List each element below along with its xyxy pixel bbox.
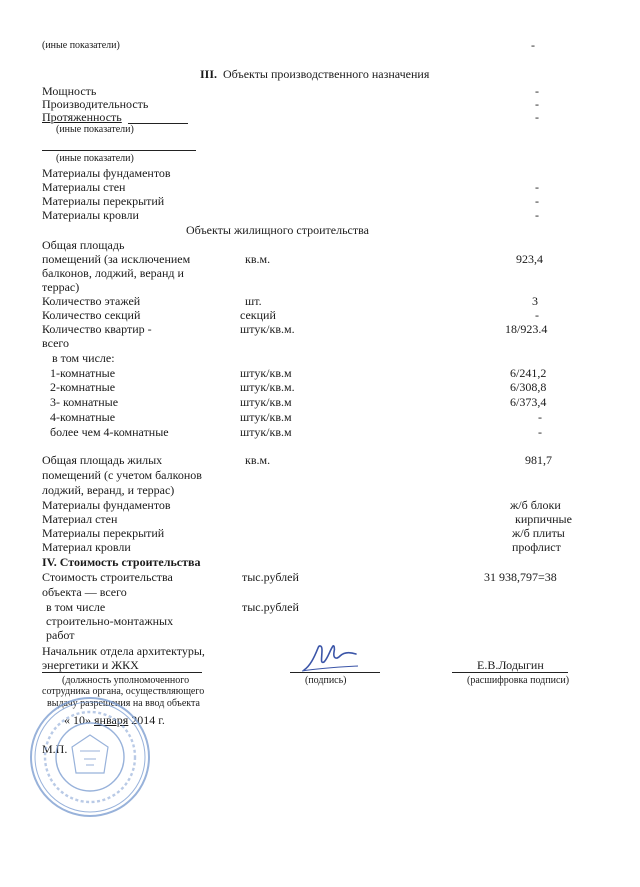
cost-value: 31 938,797=38 (484, 570, 557, 584)
apartments-value: 18/923.4 (505, 322, 548, 336)
position-caption-line2: сотрудника органа, осуществляющего (42, 686, 205, 697)
seal-place-label: М.П. (42, 742, 68, 756)
including-label: в том числе: (52, 351, 115, 365)
section-iii-title (200, 67, 429, 81)
apartments-label: Количество квартир - (42, 322, 152, 336)
apt-5room-value: - (538, 425, 542, 439)
signer-position-line1: Начальник отдела архитектуры, (42, 644, 205, 658)
incl-unit: тыс.рублей (242, 600, 299, 614)
sections-value: - (535, 308, 539, 322)
res-roof-value: профлист (512, 540, 561, 554)
date-year: 2014 г. (131, 713, 165, 727)
area-label-line3: балконов, лоджий, веранд и (42, 266, 184, 280)
apt-4room-unit: штук/кв.м (240, 410, 292, 424)
apt-4room-label: 4-комнатные (50, 410, 116, 424)
apt-5room-unit: штук/кв.м (240, 425, 292, 439)
length-underline (128, 123, 188, 124)
productivity-value: - (535, 97, 539, 111)
name-underline (452, 672, 568, 673)
cost-section-title: IV. Стоимость строительства (42, 555, 201, 569)
other-indicators-caption: (иные показатели) (56, 153, 134, 164)
area-label-line4: террас) (42, 280, 80, 294)
res-walls-label: Материал стен (42, 512, 118, 526)
res-walls-value: кирпичные (515, 512, 572, 526)
apt-3room-label: 3- комнатные (50, 395, 119, 409)
apartments-label-total: всего (42, 336, 70, 350)
other-indicators-caption: (иные показатели) (42, 40, 120, 51)
incl-label: в том числе (46, 600, 106, 614)
roof-value: - (535, 208, 539, 222)
signature-caption: (подпись) (305, 675, 347, 686)
name-caption: (расшифровка подписи) (467, 675, 570, 686)
official-seal-stamp (28, 695, 152, 819)
living-area-label-line2: помещений (с учетом балконов (42, 468, 202, 482)
apt-1room-value: 6/241,2 (510, 366, 547, 380)
cost-label-line1: Стоимость строительства (42, 570, 173, 584)
position-caption-line3: выдачу разрешения на ввод объекта (47, 698, 200, 709)
date-month: января (94, 713, 129, 727)
apt-2room-value: 6/308,8 (510, 380, 547, 394)
apt-2room-unit: штук/кв.м. (240, 380, 295, 394)
section-title: Объекты производственного назначения (223, 67, 430, 81)
incl-works-label: работ (46, 628, 75, 642)
other-indicators-caption: (иные показатели) (56, 124, 134, 135)
area-label-line1: Общая площадь (42, 238, 125, 252)
res-foundation-value: ж/б блоки (510, 498, 561, 512)
handwritten-signature (300, 640, 360, 674)
signer-position-line2: энергетики и ЖКХ (42, 658, 139, 672)
foundation-label: Материалы фундаментов (42, 166, 171, 180)
dash-value: - (531, 38, 535, 52)
residential-title: Объекты жилищного строительства (186, 223, 369, 237)
apt-3room-unit: штук/кв.м (240, 395, 292, 409)
apt-5room-label: более чем 4-комнатные (50, 425, 169, 439)
walls-value: - (535, 180, 539, 194)
apt-1room-label: 1-комнатные (50, 366, 116, 380)
area-unit: кв.м. (245, 252, 271, 266)
floors-count-value: 3 (532, 294, 538, 308)
cost-label-line2: объекта — всего (42, 585, 127, 599)
res-floors-value: ж/б плиты (512, 526, 565, 540)
res-foundation-label: Материалы фундаментов (42, 498, 171, 512)
living-area-unit: кв.м. (245, 453, 271, 467)
length-label: Протяженность (42, 110, 122, 124)
floors-count-label: Количество этажей (42, 294, 141, 308)
position-underline (42, 672, 202, 673)
section-number: III. (200, 67, 218, 81)
apartments-unit: штук/кв.м. (240, 322, 295, 336)
apt-2room-label: 2-комнатные (50, 380, 116, 394)
power-value: - (535, 84, 539, 98)
apt-4room-value: - (538, 410, 542, 424)
area-value: 923,4 (516, 252, 543, 266)
apt-3room-value: 6/373,4 (510, 395, 547, 409)
area-label-line2: помещений (за исключением (42, 252, 191, 266)
sections-label: Количество секций (42, 308, 141, 322)
floors-material-label: Материалы перекрытий (42, 194, 165, 208)
res-floors-label: Материалы перекрытий (42, 526, 165, 540)
productivity-label: Производительность (42, 97, 149, 111)
date-open-quote: « (64, 713, 70, 727)
incl-construction-label: строительно-монтажных (46, 614, 174, 628)
living-area-label-line3: лоджий, веранд, и террас) (42, 483, 175, 497)
roof-label: Материалы кровли (42, 208, 139, 222)
apt-1room-unit: штук/кв.м (240, 366, 292, 380)
living-area-value: 981,7 (525, 453, 552, 467)
sections-unit: секций (240, 308, 276, 322)
date-day: 10 (73, 713, 85, 727)
res-roof-label: Материал кровли (42, 540, 131, 554)
signer-name: Е.В.Лодыгин (477, 658, 544, 672)
date-close-quote: » (85, 713, 91, 727)
floors-material-value: - (535, 194, 539, 208)
cost-unit: тыс.рублей (242, 570, 299, 584)
floors-count-unit: шт. (245, 294, 262, 308)
living-area-label-line1: Общая площадь жилых (42, 453, 163, 467)
power-label: Мощность (42, 84, 97, 98)
walls-label: Материалы стен (42, 180, 126, 194)
position-caption-line1: (должность уполномоченного (62, 675, 190, 686)
length-value: - (535, 110, 539, 124)
blank-line (42, 150, 196, 151)
